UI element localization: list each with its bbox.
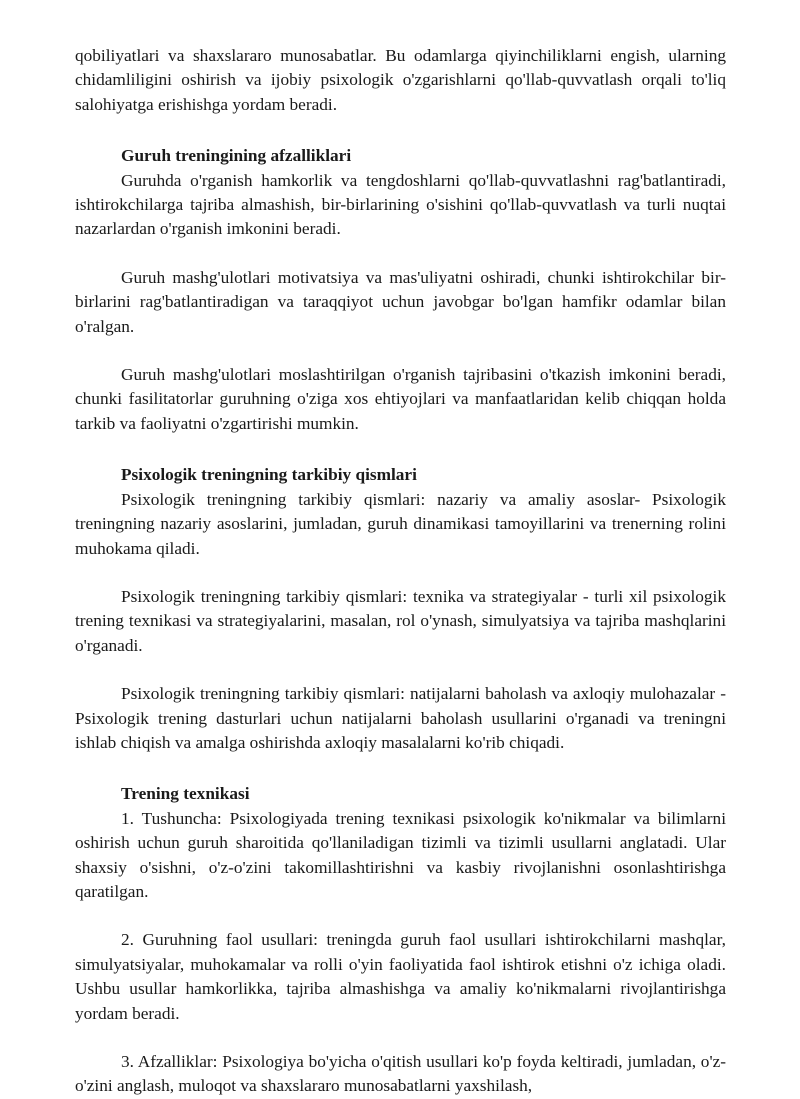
body-paragraph: Psixologik treningning tarkibiy qismlari: natijalarni baholash va axloqiy mulohazalar - Psixologik trening dasturlari uchun natijalarni baholash usullarini o'rganadi va treningni ishlab chiqish va amalga oshirishda axloqiy masalalarni ko'rib chiqadi.	[75, 684, 726, 752]
body-paragraph: Psixologik treningning tarkibiy qismlari: texnika va strategiyalar - turli xil psixologik trening texnikasi va strategiyalarini, masalan, rol o'ynash, simulyatsiya va tajriba mashqlarini o'rganadi.	[75, 586, 726, 655]
list-paragraph: 3. Afzalliklar: Psixologiya bo'yicha o'qitish usullari ko'p foyda keltiradi, jumladan, o'z-o'zini anglash, muloqot va shaxslararo munosabatlarni yaxshilash,	[75, 1052, 726, 1096]
section-heading: Psixologik treningning tarkibiy qismlari	[121, 465, 417, 485]
body-paragraph: Guruh mashg'ulotlari moslashtirilgan o'rganish tajribasini o'tkazish imkonini beradi, chunki fasilitatorlar guruhning o'ziga xos ehtiyojlari va manfaatlaridan kelib chiqqan holda tarkib va faoliyatni o'zgartirishi mumkin.	[75, 365, 726, 433]
list-paragraph: 2. Guruhning faol usullari: treningda guruh faol usullari ishtirokchilarni mashqlar, simulyatsiyalar, muhokamalar va rolli o'yin faoliyatida faol ishtirok etishni o'z ichiga oladi. Ushbu usullar hamkorlikka, tajriba almashishga va amaliy ko'nikmalarni rivojlantirishga yordam beradi.	[75, 930, 726, 1023]
section-heading: Guruh treningining afzalliklari	[121, 146, 352, 166]
body-paragraph: Guruhda o'rganish hamkorlik va tengdoshlarni qo'llab-quvvatlashni rag'batlantiradi, ishtirokchilarga tajriba almashish, bir-birlarining o'sishini qo'llab-quvvatlash va turli nuqtai nazarlardan o'rganish imkonini beradi.	[75, 170, 726, 239]
body-paragraph: qobiliyatlari va shaxslararo munosabatlar. Bu odamlarga qiyinchiliklarni engish, ularning chidamliligini oshirish va ijobiy psixologik o'zgarishlarni qo'llab-quvvatlash orqali to'liq salohiyatga erishishga yordam beradi.	[75, 46, 726, 114]
body-paragraph: Guruh mashg'ulotlari motivatsiya va mas'uliyatni oshiradi, chunki ishtirokchilar bir-birlarini rag'batlantiradigan va taraqqiyot uchun javobgar bo'lgan hamfikr odamlar bilan o'ralgan.	[75, 267, 726, 336]
list-paragraph: 1. Tushuncha: Psixologiyada trening texnikasi psixologik ko'nikmalar va bilimlarni oshirish uchun guruh sharoitida qo'llaniladigan tizimli va tizimli usullarni anglatadi. Ular shaxsiy o'sishni, o'z-o'zini takomillashtirishni va kasbiy rivojlanishni osonlashtirishga qaratilgan.	[75, 808, 726, 901]
body-paragraph: Psixologik treningning tarkibiy qismlari: nazariy va amaliy asoslar- Psixologik treningning nazariy asoslarini, jumladan, guruh dinamikasi tamoyillarini va trenerning rolini muhokama qiladi.	[75, 489, 726, 558]
document-page	[75, 44, 726, 1099]
section-heading: Trening texnikasi	[121, 784, 250, 804]
